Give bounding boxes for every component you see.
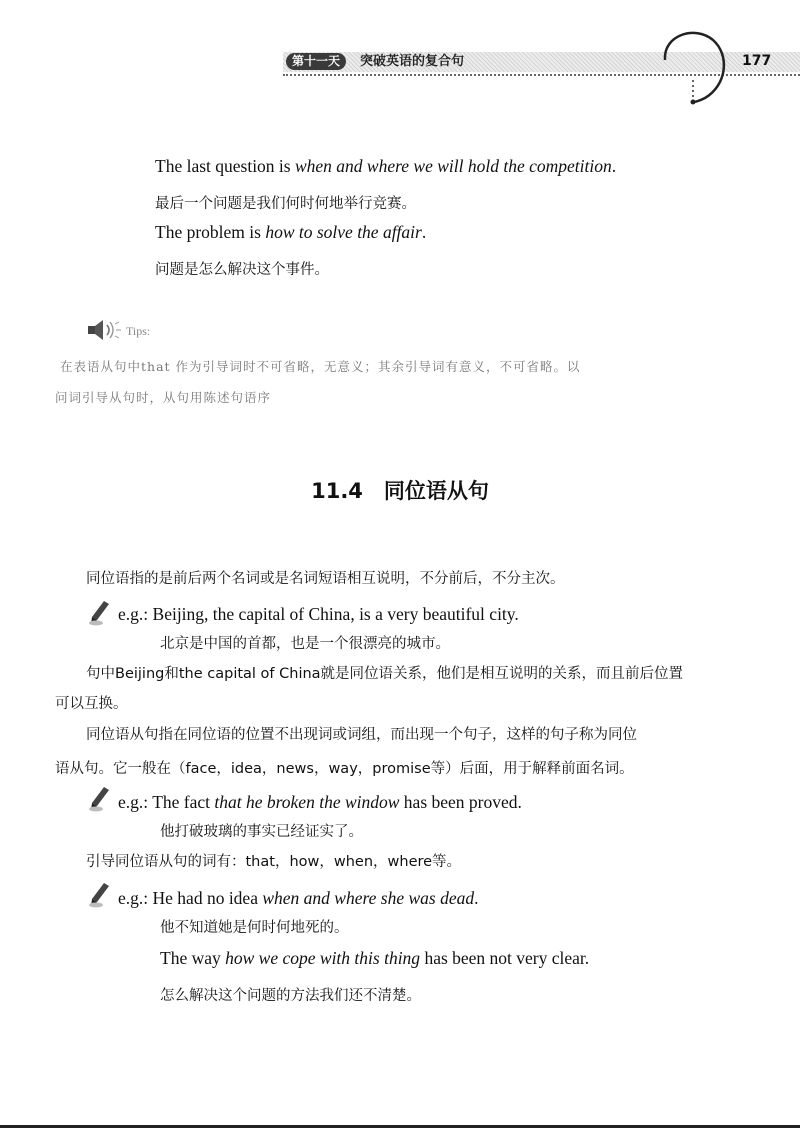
example-sentence: e.g.: Beijing, the capital of China, is a very beautiful city. <box>118 604 519 624</box>
paragraph: 引导同位语从句的词有：that，how，when，where等。 <box>86 854 462 870</box>
tips-label: Tips: <box>126 324 151 338</box>
page-number: 177 <box>742 53 772 69</box>
paragraph: 语从句。它一般在（face，idea，news，way，promise等）后面，用于解释前面名词。 <box>55 761 634 777</box>
section-title: 11.4 同位语从句 <box>311 479 489 503</box>
example-sentence: e.g.: He had no idea when and where she was dead. <box>118 888 479 908</box>
example-translation: 最后一个问题是我们何时何地举行竞赛。 <box>155 196 416 212</box>
swirl-ornament-icon <box>655 20 735 105</box>
paragraph: 句中Beijing和the capital of China就是同位语关系，他们是相互说明的关系，而且前后位置 <box>86 666 684 682</box>
pencil-icon <box>88 600 112 626</box>
example-translation: 问题是怎么解决这个事件。 <box>155 262 329 278</box>
speaker-icon <box>86 318 124 342</box>
example-sentence: e.g.: The fact that he broken the window has been proved. <box>118 792 522 812</box>
paragraph: 同位语指的是前后两个名词或是名词短语相互说明，不分前后，不分主次。 <box>86 571 565 587</box>
chapter-badge: 第十一天 <box>286 53 346 70</box>
example-translation: 他不知道她是何时何地死的。 <box>160 920 349 936</box>
bottom-rule <box>0 1125 800 1128</box>
example-translation: 怎么解决这个问题的方法我们还不清楚。 <box>160 988 421 1004</box>
pencil-icon <box>88 786 112 812</box>
pencil-icon <box>88 882 112 908</box>
paragraph: 同位语从句指在同位语的位置不出现词或词组，而出现一个句子，这样的句子称为同位 <box>86 727 637 743</box>
tips-text: 问词引导从句时，从句用陈述句语序 <box>55 390 272 405</box>
example-sentence: The problem is how to solve the affair. <box>155 222 427 242</box>
example-sentence: The way how we cope with this thing has been not very clear. <box>160 948 590 968</box>
example-sentence: The last question is when and where we will hold the competition. <box>155 156 617 176</box>
tips-text: 在表语从句中that 作为引导词时不可省略，无意义；其余引导词有意义，不可省略。以 <box>60 359 581 374</box>
example-translation: 北京是中国的首都，也是一个很漂亮的城市。 <box>160 636 450 652</box>
example-translation: 他打破玻璃的事实已经证实了。 <box>160 824 363 840</box>
paragraph: 可以互换。 <box>55 696 128 712</box>
chapter-title: 突破英语的复合句 <box>360 54 465 69</box>
